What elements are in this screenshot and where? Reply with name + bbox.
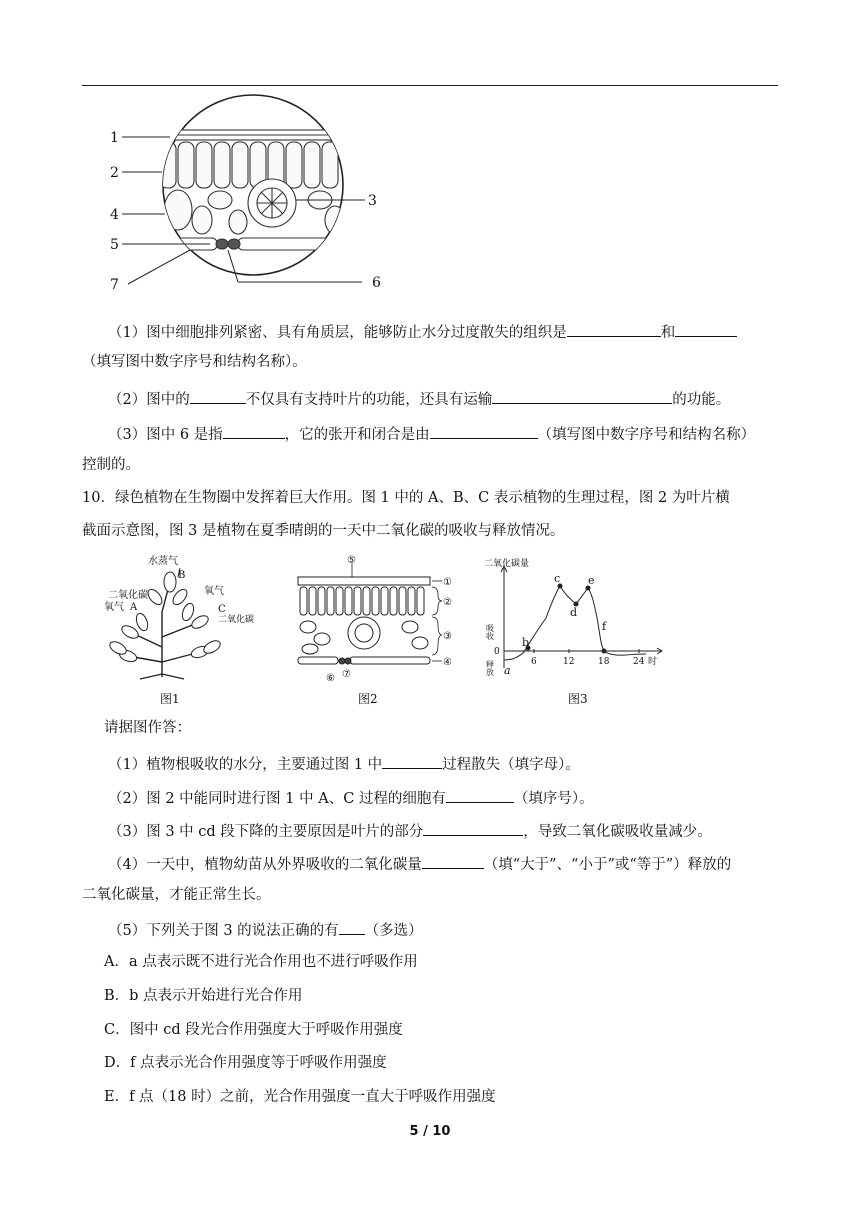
fig2-label-7: ⑦ (342, 669, 351, 680)
fig3-ylabel: 二氧化碳量 (484, 559, 530, 569)
q10-sub4 (108, 852, 731, 875)
fig3-point-f: f (602, 620, 607, 633)
q9-sub3 (108, 422, 755, 445)
q9-sub2-text-b: 不仅具有支持叶片的功能，还具有运输 (245, 392, 493, 408)
fig2-label-4: ④ (443, 657, 452, 668)
answer-blank[interactable] (446, 786, 514, 803)
answer-blank[interactable] (223, 422, 285, 439)
fig2-label-1: ① (443, 577, 452, 588)
answer-blank[interactable] (382, 752, 442, 769)
q10-sub3 (108, 819, 712, 842)
answer-blank[interactable] (423, 819, 523, 836)
q10-sub2-text: （2）图 2 中能同时进行图 1 中 A、C 过程的细胞有 (108, 791, 446, 807)
fig2-label-5: ⑤ (347, 555, 356, 566)
fig3-absorb: 吸收 (485, 624, 495, 640)
q10-sub4-cont: 二氧化碳量，才能正常生长。 (82, 887, 271, 903)
q9-sub2-text: （2）图中的 (108, 392, 190, 408)
q9-sub2-text-c: 的功能。 (672, 392, 731, 408)
q9-sub2 (108, 387, 730, 410)
q9-sub1-and: 和 (660, 325, 676, 341)
q10-prompt: 请据图作答： (104, 720, 191, 736)
leaf-label-6: 6 (372, 275, 381, 291)
q10-option-c[interactable]: C．图中 cd 段光合作用强度大于呼吸作用强度 (104, 1022, 403, 1038)
fig2-label-3: ③ (443, 631, 452, 642)
leaf-cross-section-figure (100, 100, 400, 295)
q10-sub3-text: （3）图 3 中 cd 段下降的主要原因是叶片的部分 (108, 824, 424, 840)
q10-sub3-text-b: ，导致二氧化碳吸收量减少。 (523, 824, 712, 840)
co2-curve-figure-3 (476, 556, 676, 678)
q9-sub3-cont: 控制的。 (82, 457, 140, 473)
fig1-o2-left: 氧气 (104, 602, 124, 613)
fig2-caption: 图2 (358, 692, 378, 706)
leaf-label-2: 2 (110, 165, 119, 181)
fig3-xtick-12: 12 (563, 657, 575, 667)
leaf-label-3: 3 (368, 193, 377, 209)
leaf-section-figure-2 (292, 555, 462, 685)
answer-blank[interactable] (675, 320, 737, 337)
q9-sub1-cont: （填写图中数字序号和结构名称）。 (82, 354, 307, 370)
q9-sub3-text-c: （填写图中数字序号和结构名称） (537, 427, 756, 443)
fig2-palisade (300, 587, 424, 615)
leaf-label-1: 1 (110, 130, 119, 146)
fig2-label-2: ② (443, 597, 452, 608)
fig3-point-b: b (522, 636, 530, 649)
fig1-water-vapor: 水蒸气 (148, 556, 178, 567)
q10-sub2 (108, 786, 594, 809)
answer-blank[interactable] (422, 852, 484, 869)
fig1-B: B (178, 570, 186, 581)
leaf-label-4: 4 (110, 207, 119, 223)
page-number: 5 / 10 (409, 1124, 451, 1139)
fig1-caption: 图1 (160, 692, 180, 706)
q10-option-e[interactable]: E．f 点（18 时）之前，光合作用强度一直大于呼吸作用强度 (104, 1089, 496, 1105)
header-rule (82, 85, 778, 86)
fig3-point-d: d (570, 606, 578, 619)
fig1-co2-left: 二氧化碳 (108, 590, 148, 601)
fig3-point-e: e (588, 574, 595, 587)
q10-sub5-text-b: （多选） (364, 923, 423, 939)
fig3-xtick-24: 24 (633, 657, 645, 667)
q10-sub1 (108, 752, 580, 775)
q9-sub3-text-b: ，它的张开和闭合是由 (284, 427, 430, 443)
q10-option-d[interactable]: D．f 点表示光合作用强度等于呼吸作用强度 (104, 1055, 387, 1071)
q10-sub1-text-b: 过程散失（填字母）。 (442, 757, 580, 773)
answer-blank[interactable] (567, 320, 661, 337)
fig3-release: 释放 (485, 660, 495, 676)
fig3-zero: 0 (494, 647, 500, 657)
answer-blank[interactable] (190, 387, 246, 404)
q9-sub1-text: （1）图中细胞排列紧密、具有角质层，能够防止水分过度散失的组织是 (108, 325, 567, 341)
fig1-o2-right: 氧气 (204, 586, 224, 597)
fig3-point-a: a (504, 664, 511, 677)
q10-sub1-text: （1）植物根吸收的水分，主要通过图 1 中 (108, 757, 383, 773)
fig3-xtick-6: 6 (531, 657, 537, 667)
q10-sub5-text: （5）下列关于图 3 的说法正确的有 (108, 923, 339, 939)
fig1-A: A (130, 602, 138, 613)
leaf-label-7: 7 (110, 277, 119, 293)
q10-stem-line2: 截面示意图，图 3 是植物在夏季晴朗的一天中二氧化碳的吸收与释放情况。 (82, 523, 565, 539)
fig1-C: C (218, 604, 226, 615)
q9-sub3-text: （3）图中 6 是指 (108, 427, 223, 443)
fig1-co2-right: 二氧化碳 (218, 615, 255, 625)
q10-option-a[interactable]: A．a 点表示既不进行光合作用也不进行呼吸作用 (104, 954, 418, 970)
q10-sub4-text-b: （填“大于”、“小于”或“等于”）释放的 (483, 857, 732, 873)
fig2-label-6: ⑥ (326, 673, 335, 684)
answer-blank[interactable] (492, 387, 672, 404)
fig3-point-c: c (554, 572, 561, 585)
q10-option-b[interactable]: B．b 点表示开始进行光合作用 (104, 988, 303, 1004)
fig3-xtick-18: 18 (598, 657, 610, 667)
fig3-xunit: 时 (648, 657, 658, 667)
q9-sub1 (108, 320, 737, 343)
answer-blank[interactable] (430, 422, 538, 439)
answer-blank[interactable] (339, 918, 365, 935)
q10-sub4-text: （4）一天中，植物幼苗从外界吸收的二氧化碳量 (108, 857, 422, 873)
q10-stem-line1: 10．绿色植物在生物圈中发挥着巨大作用。图 1 中的 A、B、C 表示植物的生理过程，图 2 为叶片横 (82, 490, 730, 506)
plant-figure-1 (100, 552, 255, 682)
fig3-caption: 图3 (568, 692, 588, 706)
leaf-label-5: 5 (110, 237, 119, 253)
q10-sub5 (108, 918, 423, 941)
q10-sub2-text-b: （填序号）。 (513, 791, 594, 807)
